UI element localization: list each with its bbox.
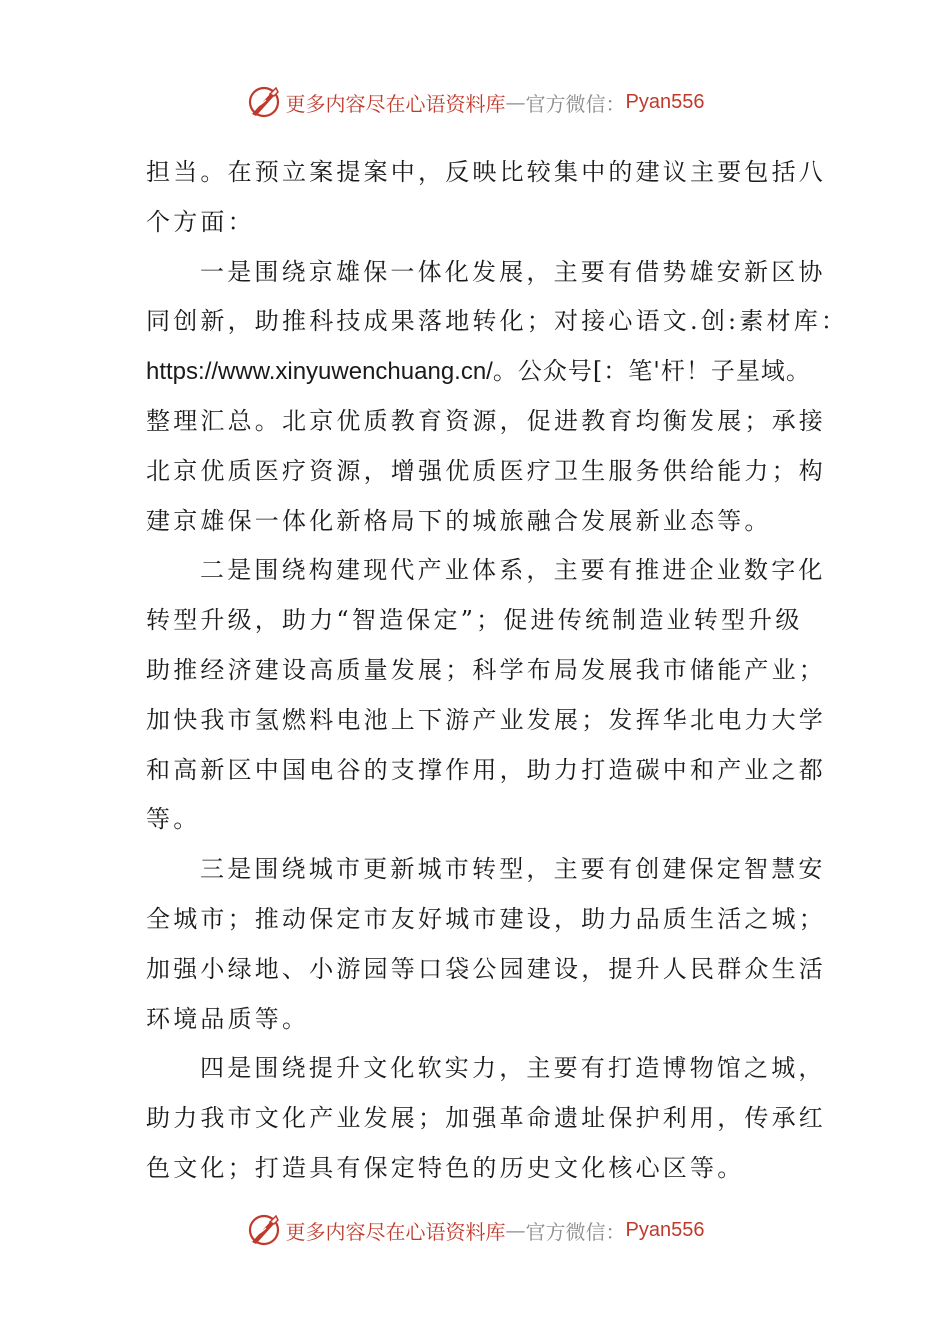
url-tail-text: 。公众号[：笔'杆！子星域。 [492, 357, 811, 386]
text-line: 一是围绕京雄保一体化发展，主要有借势雄安新区协 [200, 257, 826, 286]
document-body [146, 148, 849, 1194]
pen-logo-icon [246, 1212, 282, 1248]
header-banner [0, 82, 950, 122]
text-line: 四是围绕提升文化软实力，主要有打造博物馆之城， [200, 1054, 826, 1083]
source-url: https://www.xinyuwenchuang.cn/ [146, 358, 493, 386]
banner-wechat-id: Pyan556 [625, 1218, 705, 1241]
text-line: 加快我市氢燃料电池上下游产业发展；发挥华北电力大学 [146, 705, 826, 734]
text-line: 和高新区中国电谷的支撑作用，助力打造碳中和产业之都 [146, 755, 826, 784]
text-line: 环境品质等。 [146, 1004, 310, 1033]
banner-dash: — [505, 1218, 526, 1242]
text-line: 北京优质医疗资源，增强优质医疗卫生服务供给能力；构 [146, 456, 826, 485]
text-line: 助推经济建设高质量发展；科学布局发展我市储能产业； [146, 655, 826, 684]
text-line: 同创新，助推科技成果落地转化；对接心语文.创:素材库： [146, 307, 849, 336]
text-line: 加强小绿地、小游园等口袋公园建设，提升人民群众生活 [146, 954, 826, 983]
text-line: 二是围绕构建现代产业体系，主要有推进企业数字化 [200, 556, 826, 585]
banner-wechat-id: Pyan556 [625, 90, 705, 113]
text-line: 助力我市文化产业发展；加强革命遗址保护利用，传承红 [146, 1104, 826, 1133]
text-line: 等。 [146, 805, 201, 834]
banner-wechat-label: 官方微信： [525, 1219, 626, 1244]
text-line-url [146, 347, 818, 397]
banner-dash: — [505, 90, 526, 114]
text-line: 担当。在预立案提案中，反映比较集中的建议主要包括八 [146, 158, 826, 186]
text-line: 全城市；推动保定市友好城市建设，助力品质生活之城； [146, 904, 826, 933]
footer-banner [0, 1210, 950, 1250]
banner-main-text: 更多内容尽在心语资料库 [285, 91, 506, 116]
banner-main-text: 更多内容尽在心语资料库 [285, 1219, 506, 1244]
pen-logo-icon [246, 84, 282, 120]
text-line: 建京雄保一体化新格局下的城旅融合发展新业态等。 [146, 506, 772, 535]
banner-wechat-label: 官方微信： [525, 91, 626, 116]
text-line: 个方面： [146, 207, 255, 236]
text-line: 转型升级，助力“智造保定”；促进传统制造业转型升级 [146, 606, 803, 635]
text-line: 三是围绕城市更新城市转型，主要有创建保定智慧安 [200, 855, 826, 884]
text-line: 色文化；打造具有保定特色的历史文化核心区等。 [146, 1153, 745, 1182]
text-line: 整理汇总。北京优质教育资源，促进教育均衡发展；承接 [146, 406, 826, 435]
